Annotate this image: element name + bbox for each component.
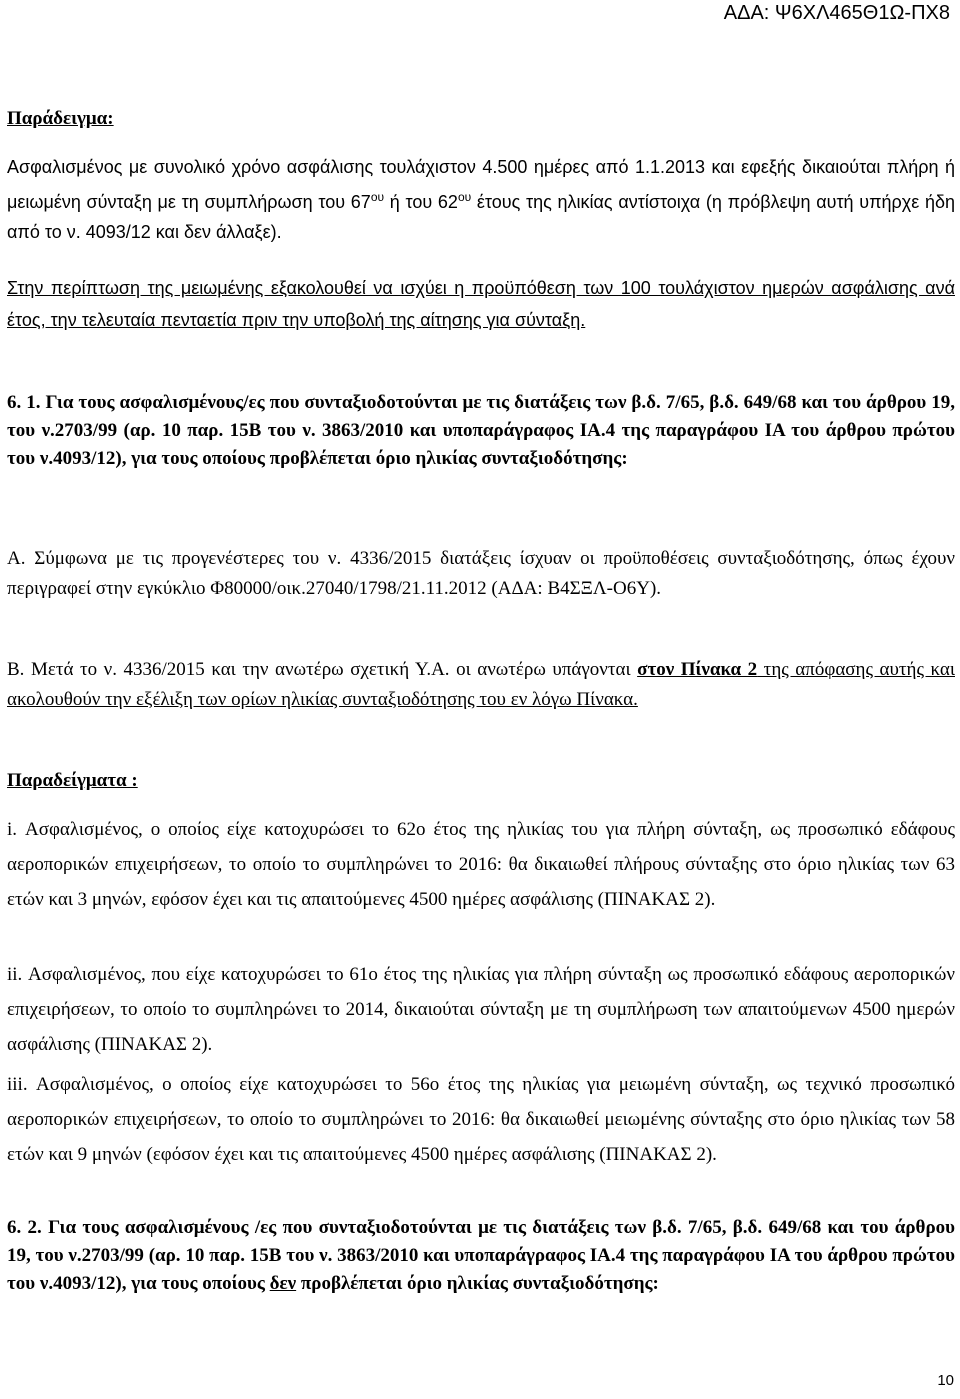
para2-text: Στην περίπτωση της μειωμένης εξακολουθεί να ισχύει η προϋπόθεση των 100 τουλάχιστον ημερών ασφάλισης ανά έτος, την τελευταία πενταετία πριν την υποβολή της αίτησης για σύνταξη. xyxy=(7,278,955,330)
ada-header: ΑΔΑ: Ψ6ΧΛ465Θ1Ω-ΠΧ8 xyxy=(723,2,950,24)
section61-number: 6. xyxy=(7,392,22,413)
examples-heading: Παραδείγματα : xyxy=(7,770,138,791)
para1-sup1: ου xyxy=(370,190,385,204)
examples-heading-block xyxy=(7,765,955,796)
section61-title: 1. Για τους ασφαλισμένους/ες που συνταξιοδοτούνται με τις διατάξεις των β.δ. 7/65, β.δ. 649/68 και του άρθρου 19, του ν.2703/99 (αρ. 10 παρ. 15Β του ν. 3863/2010 και υποπαράγραφος ΙΑ.4 της παραγράφου ΙΑ του άρθρου πρώτου του ν.4093/12), για τους οποίους προβλέπεται όριο ηλικίας συνταξιοδότησης: xyxy=(7,392,956,469)
page-number: 10 xyxy=(937,1372,954,1389)
section-6-2 xyxy=(7,1214,955,1298)
section62-end: προβλέπεται όριο ηλικίας συνταξιοδότησης: xyxy=(296,1273,659,1294)
para1-mid: ή του 62 xyxy=(384,192,458,212)
paraA-text: Α. Σύμφωνα με τις προγενέστερες του ν. 4336/2015 διατάξεις ίσχυαν οι προϋποθέσεις συνταξιοδότησης, όπως έχουν περιγραφεί στην εγκύκλιο Φ80000/οικ.27040/1798/21.11.2012 (ΑΔΑ: Β4ΣΞΛ-Ο6Υ). xyxy=(7,548,955,599)
paraB-end: της απόφασης αυτής και ακολουθούν την εξέλιξη των ορίων ηλικίας συνταξιοδότησης του εν λόγω Πίνακα. xyxy=(7,659,955,710)
paraB-bold: στον Πίνακα 2 xyxy=(637,659,758,680)
paraB-start: Β. Μετά το ν. 4336/2015 και την ανωτέρω σχετική Υ.Α. οι ανωτέρω υπάγονται xyxy=(7,659,638,680)
example-iii-text: iii. Ασφαλισμένος, ο οποίος είχε κατοχυρώσει το 56ο έτος της ηλικίας για μειωμένη σύνταξη, ως τεχνικό προσωπικό αεροπορικών επιχειρήσεων, το οποίο το συμπληρώνει το 2016: θα δικαιωθεί μειωμένης σύνταξης στο όριο ηλικίας των 58 ετών και 9 μηνών (εφόσον έχει και τις απαιτούμενες 4500 ημέρες ασφάλισης (ΠΙΝΑΚΑΣ 2). xyxy=(7,1074,955,1165)
paragraph-a xyxy=(7,544,955,604)
section-6-1 xyxy=(7,389,955,473)
paragraph-intro xyxy=(7,152,955,247)
example-i-text: i. Ασφαλισμένος, ο οποίος είχε κατοχυρώσει το 62ο έτος της ηλικίας του για πλήρη σύνταξη, ως προσωπικό εδάφους αεροπορικών επιχειρήσεων, το οποίο το συμπληρώνει το 2016: θα δικαιωθεί πλήρους σύνταξης στο όριο ηλικίας των 63 ετών και 3 μηνών, εφόσον έχει και τις απαιτούμενες 4500 ημέρες ασφάλισης (ΠΙΝΑΚΑΣ 2). xyxy=(7,819,955,910)
example-ii xyxy=(7,957,955,1062)
example-heading: Παράδειγμα: xyxy=(7,108,114,129)
section62-underlined: δεν xyxy=(269,1273,297,1294)
example-i xyxy=(7,812,955,917)
para1-end: έτους της ηλικίας αντίστοιχα (η πρόβλεψη αυτή υπήρχε ήδη από το ν. 4093/12 και δεν άλλαξε). xyxy=(7,192,956,242)
paragraph-reduced xyxy=(7,272,955,336)
para1-text: Ασφαλισμένος με συνολικό χρόνο ασφάλισης τουλάχιστον 4.500 ημέρες από 1.1.2013 και εφεξής δικαιούται πλήρη ή μειωμένη σύνταξη με τη συμπλήρωση του 67 xyxy=(7,157,955,212)
paragraph-b xyxy=(7,655,955,715)
example-iii xyxy=(7,1067,955,1172)
section62-start: 6. 2. Για τους ασφαλισμένους /ες που συνταξιοδοτούνται με τις διατάξεις των β.δ. 7/65, β.δ. 649/68 και του άρθρου 19, του ν.2703/99 (αρ. 10 παρ. 15Β του ν. 3863/2010 και υποπαράγραφος ΙΑ.4 της παραγράφου ΙΑ του άρθρου πρώτου του ν.4093/12), για τους οποίους xyxy=(7,1217,955,1294)
para1-sup2: ου xyxy=(457,190,472,204)
example-ii-text: ii. Ασφαλισμένος, που είχε κατοχυρώσει το 61ο έτος της ηλικίας για πλήρη σύνταξη ως προσωπικό εδάφους αεροπορικών επιχειρήσεων, το οποίο το συμπληρώνει το 2014, δικαιούται σύνταξη με τη συμπλήρωση των απαιτούμενων 4500 ημερών ασφάλισης (ΠΙΝΑΚΑΣ 2). xyxy=(7,964,955,1055)
